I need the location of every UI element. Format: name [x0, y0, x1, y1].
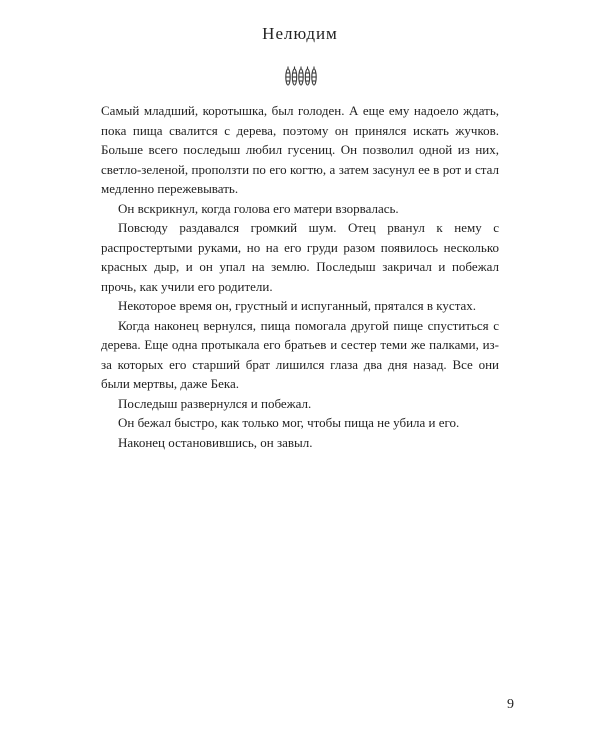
- ornament: [284, 66, 318, 88]
- cocoon-row-icon: [284, 66, 318, 88]
- paragraph: Повсюду раздавался громкий шум. Отец рванул к нему с распростертыми руками, но на его груди разом появилось несколько красных дыр, и он упал на землю. Последыш закричал и побежал прочь, как учили его родители.: [101, 220, 499, 294]
- body-text: [101, 101, 499, 452]
- paragraph: Он вскрикнул, когда голова его матери взорвалась.: [118, 200, 399, 216]
- paragraph: Когда наконец вернулся, пища помогала другой пище спуститься с дерева. Еще одна протыкала его братьев и сестер теми же палками, из-за которых его старший брат лишился глаза два дня назад. Все они были мертвы, даже Бека.: [101, 317, 499, 391]
- page-number: 9: [507, 697, 514, 712]
- cocoon-icon: [286, 67, 290, 86]
- paragraph: Наконец остановившись, он завыл.: [118, 434, 313, 450]
- cocoon-icon: [312, 67, 316, 86]
- paragraph: Он бежал быстро, как только мог, чтобы пища не убила и его.: [118, 415, 460, 430]
- paragraph: Некоторое время он, грустный и испуганный, прятался в кустах.: [118, 298, 477, 313]
- chapter-title: Нелюдим: [262, 24, 338, 43]
- cocoon-icon: [292, 67, 296, 86]
- paragraph: Самый младший, коротышка, был голоден. А еще ему надоело ждать, пока пища свалится с дерева, поэтому он принялся искать жучков. Больше всего последыш любил гусениц. Он позволил одной из них, светло-зеленой, проползти по его когтю, а затем засунул ее в рот и стал медленно пережевывать.: [101, 103, 499, 196]
- cocoon-icon: [299, 67, 303, 86]
- paragraph: Последыш развернулся и побежал.: [118, 395, 312, 411]
- cocoon-icon: [305, 67, 309, 86]
